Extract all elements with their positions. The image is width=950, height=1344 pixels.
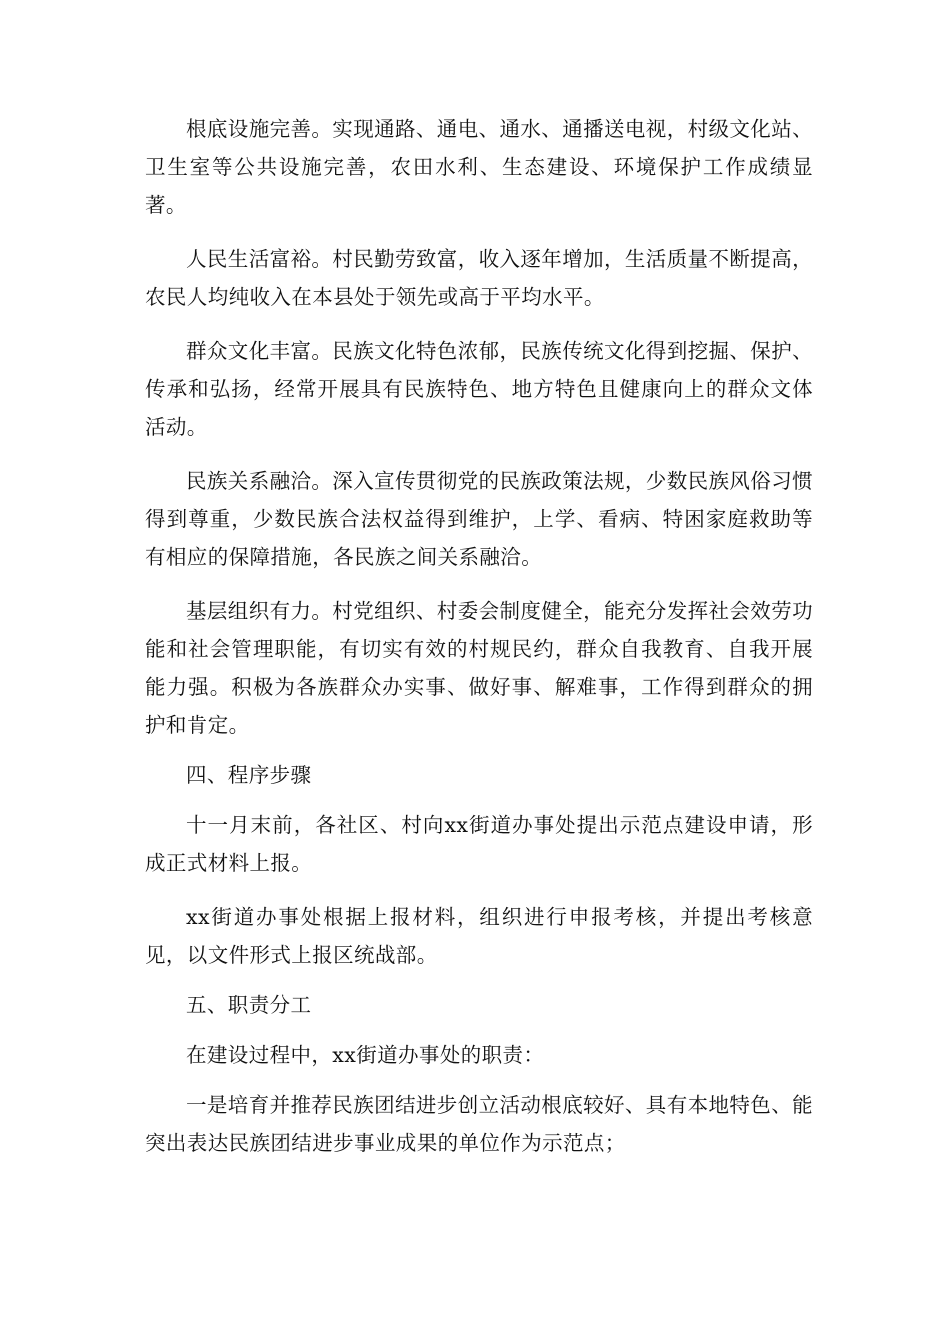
section-heading-duties: 五、职责分工 (186, 993, 312, 1017)
paragraph-culture: 群众文化丰富。民族文化特色浓郁，民族传统文化得到挖掘、保护、传承和弘扬，经常开展具有民族特色、地方特色且健康向上的群众文体活动。 (145, 339, 813, 439)
paragraph-duty-one: 一是培育并推荐民族团结进步创立活动根底较好、具有本地特色、能突出表达民族团结进步事业成果的单位作为示范点； (145, 1093, 813, 1155)
paragraph-duties-intro: 在建设过程中，xx街道办事处的职责： (186, 1043, 545, 1067)
document-page (145, 110, 813, 1162)
paragraph-assessment: xx街道办事处根据上报材料，组织进行申报考核，并提出考核意见，以文件形式上报区统战部。 (145, 905, 813, 967)
paragraph-infrastructure: 根底设施完善。实现通路、通电、通水、通播送电视，村级文化站、卫生室等公共设施完善，农田水利、生态建设、环境保护工作成绩显著。 (145, 117, 813, 217)
paragraph-ethnic-relations: 民族关系融洽。深入宣传贯彻党的民族政策法规，少数民族风俗习惯得到尊重，少数民族合法权益得到维护，上学、看病、特困家庭救助等有相应的保障措施，各民族之间关系融洽。 (145, 469, 813, 569)
paragraph-living: 人民生活富裕。村民勤劳致富，收入逐年增加，生活质量不断提高，农民人均纯收入在本县处于领先或高于平均水平。 (145, 247, 813, 309)
section-heading-procedure: 四、程序步骤 (186, 763, 312, 787)
paragraph-application: 十一月末前，各社区、村向xx街道办事处提出示范点建设申请，形成正式材料上报。 (145, 813, 813, 875)
paragraph-grassroots: 基层组织有力。村党组织、村委会制度健全，能充分发挥社会效劳功能和社会管理职能，有切实有效的村规民约，群众自我教育、自我开展能力强。积极为各族群众办实事、做好事、解难事，工作得到群众的拥护和肯定。 (145, 599, 813, 737)
